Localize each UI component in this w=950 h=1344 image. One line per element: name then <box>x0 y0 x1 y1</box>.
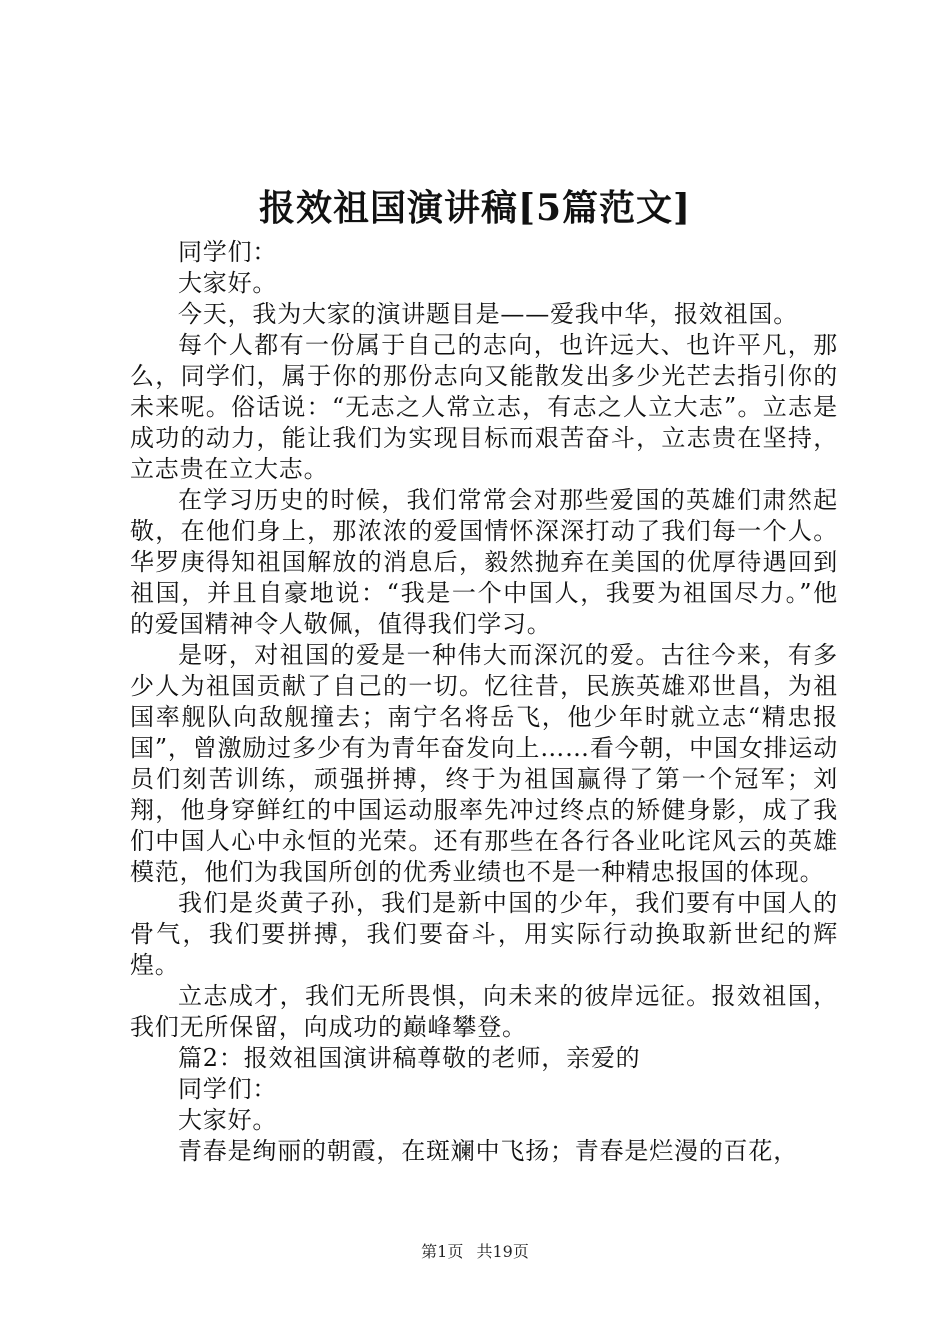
paragraph: 是呀，对祖国的爱是一种伟大而深沉的爱。古往今来，有多少人为祖国贡献了自己的一切。忆往昔，民族英雄邓世昌，为祖国率舰队向敌舰撞去；南宁名将岳飞，他少年时就立志“精忠报国”，曾激励过多少有为青年奋发向上……看今朝，中国女排运动员们刻苦训练，顽强拼搏，终于为祖国赢得了第一个冠军；刘翔，他身穿鲜红的中国运动服率先冲过终点的矫健身影，成了我们中国人心中永恒的光荣。还有那些在各行各业叱诧风云的英雄模范，他们为我国所创的优秀业绩也不是一种精忠报国的体现。 <box>130 641 838 886</box>
paragraph: 立志成才，我们无所畏惧，向未来的彼岸远征。报效祖国，我们无所保留，向成功的巅峰攀登。 <box>130 982 838 1041</box>
document-title: 报效祖国演讲稿[5篇范文] <box>258 187 692 229</box>
paragraph: 大家好。 <box>178 269 278 297</box>
paragraph: 同学们： <box>178 1075 278 1103</box>
section-heading: 篇2：报效祖国演讲稿尊敬的老师，亲爱的 <box>178 1044 641 1072</box>
page-total: 共19页 <box>476 1242 529 1261</box>
paragraph: 同学们： <box>178 238 278 266</box>
paragraph: 今天，我为大家的演讲题目是——爱我中华，报效祖国。 <box>178 300 798 328</box>
paragraph: 大家好。 <box>178 1106 278 1134</box>
paragraph: 每个人都有一份属于自己的志向，也许远大、也许平凡，那么，同学们，属于你的那份志向又能散发出多少光芒去指引你的未来呢。俗话说：“无志之人常立志，有志之人立大志”。立志是成功的动力，能让我们为实现目标而艰苦奋斗，立志贵在坚持，立志贵在立大志。 <box>130 331 838 483</box>
page-number: 第1页 <box>421 1242 464 1261</box>
paragraph: 我们是炎黄子孙，我们是新中国的少年，我们要有中国人的骨气，我们要拼搏，我们要奋斗，用实际行动换取新世纪的辉煌。 <box>130 889 838 979</box>
document-body <box>130 237 838 1167</box>
paragraph: 青春是绚丽的朝霞，在斑斓中飞扬；青春是烂漫的百花， <box>178 1137 798 1165</box>
paragraph: 在学习历史的时候，我们常常会对那些爱国的英雄们肃然起敬，在他们身上，那浓浓的爱国情怀深深打动了我们每一个人。华罗庚得知祖国解放的消息后，毅然抛弃在美国的优厚待遇回到祖国，并且自豪地说：“我是一个中国人，我要为祖国尽力。”他的爱国精神令人敬佩，值得我们学习。 <box>130 486 838 638</box>
page-footer <box>0 1240 950 1264</box>
